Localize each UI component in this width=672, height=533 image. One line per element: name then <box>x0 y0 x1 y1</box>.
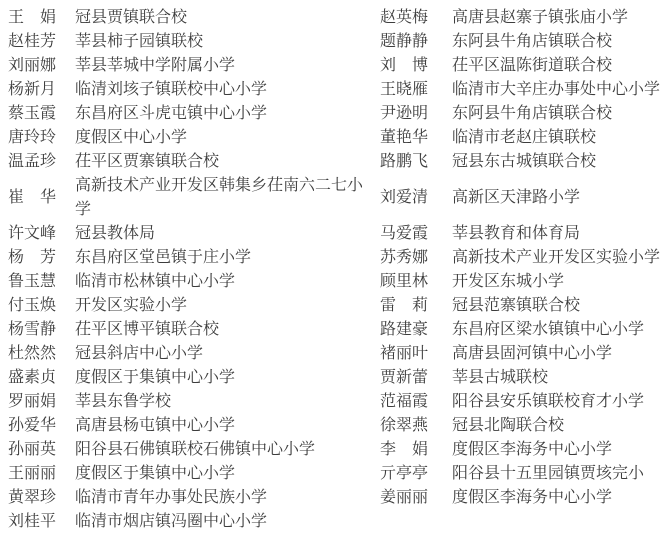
list-row-right-entry <box>380 149 672 173</box>
person-name: 刘丽娜 <box>8 55 57 74</box>
school-name: 东昌府区堂邑镇于庄小学 <box>75 247 252 266</box>
list-row-left-entry <box>8 413 380 437</box>
school-name: 度假区于集镇中心小学 <box>75 463 236 482</box>
list-row-right-entry <box>380 413 672 437</box>
school-name: 临清市松林镇中心小学 <box>75 271 236 290</box>
school-name: 莘县教育和体育局 <box>452 223 581 242</box>
person-name: 赵桂芳 <box>8 31 57 50</box>
list-row-left-entry <box>8 77 380 101</box>
school-name: 开发区东城小学 <box>452 271 565 290</box>
person-name: 崔 华 <box>8 187 57 206</box>
person-name: 亓亭亭 <box>380 463 429 482</box>
list-row-right-entry <box>380 269 672 293</box>
list-row-left-entry <box>8 125 380 149</box>
person-name: 杨雪静 <box>8 319 57 338</box>
person-name: 顾里林 <box>380 271 429 290</box>
list-row <box>8 293 672 317</box>
list-row-left-entry <box>8 293 380 317</box>
list-row-left-entry <box>8 317 380 341</box>
list-row-right-entry <box>380 437 672 461</box>
person-name: 褚丽叶 <box>380 343 429 362</box>
school-name: 茌平区温陈街道联合校 <box>452 55 613 74</box>
person-name: 马爱霞 <box>380 223 429 242</box>
list-row-right-entry <box>380 125 672 149</box>
list-row-right-entry <box>380 29 672 53</box>
list-row <box>8 317 672 341</box>
list-row-left-entry <box>8 365 380 389</box>
person-name: 杨 芳 <box>8 247 57 266</box>
school-name: 莘县柿子园镇联校 <box>75 31 204 50</box>
school-name: 冠县贾镇联合校 <box>75 7 188 26</box>
list-row <box>8 221 672 245</box>
list-row-right-entry <box>380 77 672 101</box>
list-row <box>8 173 672 221</box>
school-name: 高新技术产业开发区韩集乡茌南六二七小学 <box>75 175 364 218</box>
person-name: 蔡玉霞 <box>8 103 57 122</box>
person-name: 王晓雁 <box>380 79 429 98</box>
name-school-list <box>8 5 672 533</box>
person-name: 王 娟 <box>8 7 57 26</box>
list-row-right-entry <box>380 341 672 365</box>
person-name: 贾新蕾 <box>380 367 429 386</box>
list-row-right-entry <box>380 101 672 125</box>
list-row-right-entry <box>380 221 672 245</box>
list-row-left-entry <box>8 389 380 413</box>
list-row-left-entry <box>8 509 380 533</box>
list-row-left-entry <box>8 53 380 77</box>
list-row-right-entry <box>380 317 672 341</box>
school-name: 高唐县固河镇中心小学 <box>452 343 613 362</box>
list-row <box>8 461 672 485</box>
person-name: 付玉焕 <box>8 295 57 314</box>
list-row <box>8 53 672 77</box>
person-name: 盛素贞 <box>8 367 57 386</box>
person-name: 孙丽英 <box>8 439 57 458</box>
school-name: 冠县范寨镇联合校 <box>452 295 581 314</box>
person-name: 尹逊明 <box>380 103 429 122</box>
school-name: 度假区于集镇中心小学 <box>75 367 236 386</box>
person-name: 鲁玉慧 <box>8 271 57 290</box>
list-row-left-entry <box>8 221 380 245</box>
list-row-right-entry <box>380 5 672 29</box>
person-name: 刘 博 <box>380 55 429 74</box>
person-name: 刘桂平 <box>8 511 57 530</box>
list-row <box>8 509 672 533</box>
list-row <box>8 149 672 173</box>
school-name: 茌平区博平镇联合校 <box>75 319 220 338</box>
school-name: 开发区实验小学 <box>75 295 188 314</box>
school-name: 东阿县牛角店镇联合校 <box>452 31 613 50</box>
list-row-right-entry <box>380 185 672 209</box>
school-name: 高新技术产业开发区实验小学 <box>452 247 661 266</box>
person-name: 唐玲玲 <box>8 127 57 146</box>
person-name: 温孟珍 <box>8 151 57 170</box>
list-row <box>8 77 672 101</box>
person-name: 路建豪 <box>380 319 429 338</box>
school-name: 东昌府区梁水镇镇中心小学 <box>452 319 645 338</box>
list-row-left-entry <box>8 149 380 173</box>
school-name: 冠县教体局 <box>75 223 156 242</box>
person-name: 许文峰 <box>8 223 57 242</box>
person-name: 黄翠珍 <box>8 487 57 506</box>
person-name: 刘爱清 <box>380 187 429 206</box>
person-name: 苏秀娜 <box>380 247 429 266</box>
list-row <box>8 389 672 413</box>
person-name: 题静静 <box>380 31 429 50</box>
person-name: 王丽丽 <box>8 463 57 482</box>
list-row-left-entry <box>8 341 380 365</box>
list-row-right-entry <box>380 53 672 77</box>
person-name: 杜然然 <box>8 343 57 362</box>
list-row-left-entry <box>8 269 380 293</box>
school-name: 临清刘垓子镇联校中心小学 <box>75 79 268 98</box>
list-row-right-entry <box>380 293 672 317</box>
list-row <box>8 29 672 53</box>
person-name: 罗丽娟 <box>8 391 57 410</box>
school-name: 高唐县杨屯镇中心小学 <box>75 415 236 434</box>
school-name: 高唐县赵寨子镇张庙小学 <box>452 7 629 26</box>
school-name: 冠县北陶联合校 <box>452 415 565 434</box>
school-name: 莘县东鲁学校 <box>75 391 172 410</box>
list-row-left-entry <box>8 245 380 269</box>
list-row <box>8 485 672 509</box>
list-row-left-entry <box>8 437 380 461</box>
school-name: 临清市大辛庄办事处中心小学 <box>452 79 661 98</box>
school-name: 冠县斜店中心小学 <box>75 343 204 362</box>
school-name: 度假区李海务中心小学 <box>452 439 613 458</box>
list-row-left-entry <box>8 29 380 53</box>
list-row-left-entry <box>8 485 380 509</box>
school-name: 冠县东古城镇联合校 <box>452 151 597 170</box>
person-name: 姜丽丽 <box>380 487 429 506</box>
school-name: 东昌府区斗虎屯镇中心小学 <box>75 103 268 122</box>
list-row <box>8 245 672 269</box>
list-row <box>8 269 672 293</box>
list-row-right-entry <box>380 461 672 485</box>
list-row <box>8 437 672 461</box>
school-name: 高新区天津路小学 <box>452 187 581 206</box>
school-name: 莘县莘城中学附属小学 <box>75 55 236 74</box>
school-name: 阳谷县安乐镇联校育才小学 <box>452 391 645 410</box>
list-row <box>8 125 672 149</box>
list-row-left-entry <box>8 173 380 221</box>
person-name: 赵英梅 <box>380 7 429 26</box>
school-name: 度假区李海务中心小学 <box>452 487 613 506</box>
school-name: 临清市烟店镇冯圈中心小学 <box>75 511 268 530</box>
person-name: 杨新月 <box>8 79 57 98</box>
person-name: 路鹏飞 <box>380 151 429 170</box>
list-row-left-entry <box>8 461 380 485</box>
list-row-right-entry <box>380 485 672 509</box>
school-name: 度假区中心小学 <box>75 127 188 146</box>
person-name: 雷 莉 <box>380 295 429 314</box>
person-name: 范福霞 <box>380 391 429 410</box>
list-row <box>8 5 672 29</box>
person-name: 孙爱华 <box>8 415 57 434</box>
person-name: 董艳华 <box>380 127 429 146</box>
list-row <box>8 365 672 389</box>
list-row <box>8 101 672 125</box>
school-name: 阳谷县十五里园镇贾垓完小 <box>452 463 645 482</box>
school-name: 阳谷县石佛镇联校石佛镇中心小学 <box>75 439 316 458</box>
list-row-right-entry <box>380 245 672 269</box>
list-row <box>8 413 672 437</box>
person-name: 李 娟 <box>380 439 429 458</box>
list-row-left-entry <box>8 101 380 125</box>
list-row-left-entry <box>8 5 380 29</box>
list-row-right-entry <box>380 365 672 389</box>
school-name: 临清市青年办事处民族小学 <box>75 487 268 506</box>
person-name: 徐翠燕 <box>380 415 429 434</box>
school-name: 临清市老赵庄镇联校 <box>452 127 597 146</box>
list-row-right-entry <box>380 389 672 413</box>
list-row <box>8 341 672 365</box>
school-name: 茌平区贾寨镇联合校 <box>75 151 220 170</box>
school-name: 东阿县牛角店镇联合校 <box>452 103 613 122</box>
school-name: 莘县古城联校 <box>452 367 549 386</box>
